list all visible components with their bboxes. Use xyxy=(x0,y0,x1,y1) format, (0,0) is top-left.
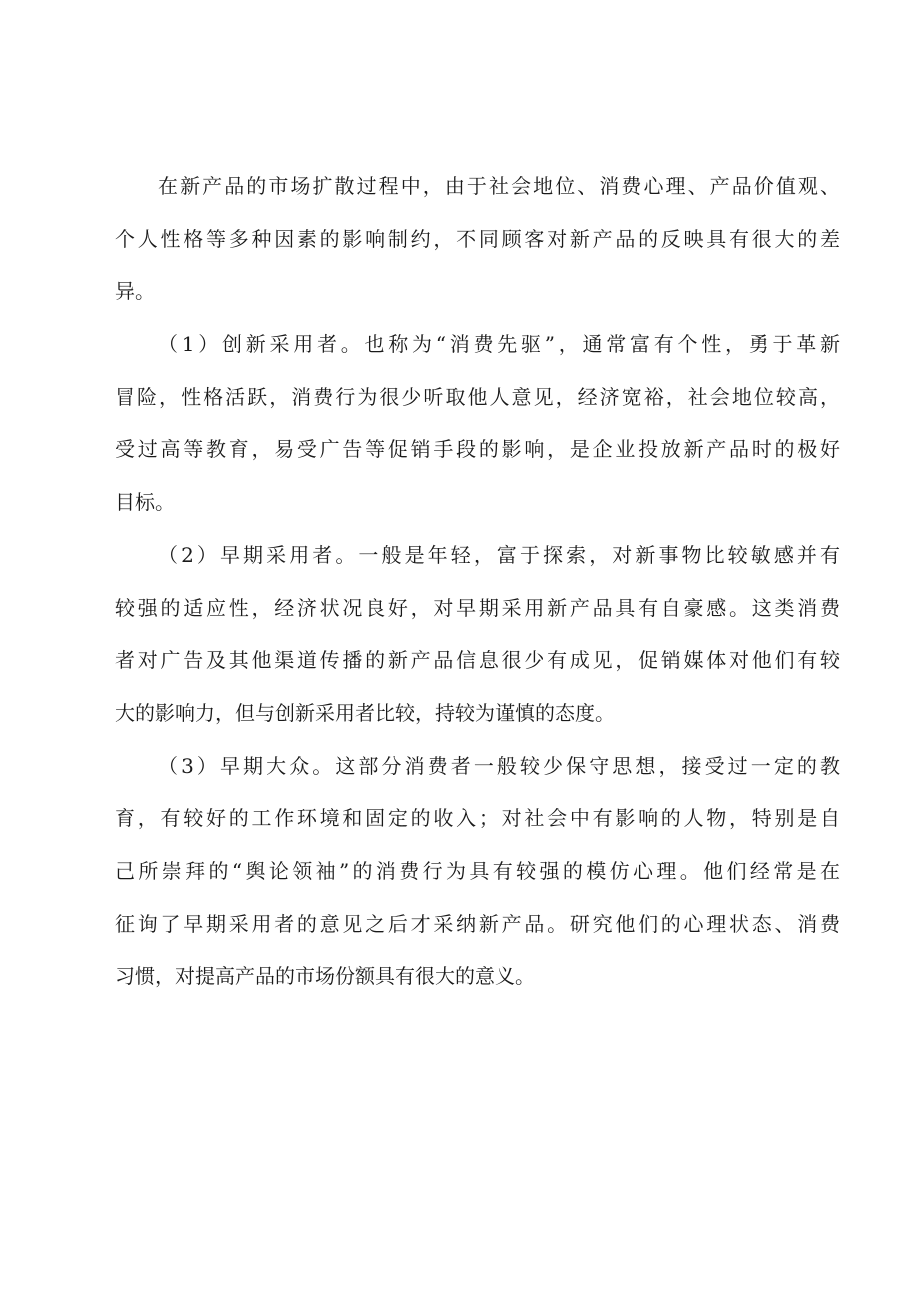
paragraph-early-adopters xyxy=(115,529,840,740)
text-line: 大的影响力，但与创新采用者比较，持较为谨慎的态度。 xyxy=(115,700,615,725)
paragraph-early-majority xyxy=(115,740,840,1003)
text-line: 己所崇拜的“舆论领袖”的消费行为具有较强的模仿心理。他们经常是在 xyxy=(115,858,840,883)
text-line: 在新产品的市场扩散过程中，由于社会地位、消费心理、产品价值观、 xyxy=(158,174,840,198)
text-line: 受过高等教育，易受广告等促销手段的影响，是企业投放新产品时的极好 xyxy=(115,437,840,462)
paragraph-intro xyxy=(115,160,840,318)
text-line: （3）早期大众。这部分消费者一般较少保守思想，接受过一定的教 xyxy=(158,753,840,778)
text-line: 育，有较好的工作环境和固定的收入；对社会中有影响的人物，特别是自 xyxy=(115,806,840,831)
text-line: （2）早期采用者。一般是年轻，富于探索，对新事物比较敏感并有 xyxy=(158,542,840,567)
paragraph-innovators xyxy=(115,318,840,529)
text-line: 较强的适应性，经济状况良好，对早期采用新产品具有自豪感。这类消费 xyxy=(115,595,840,620)
text-line: 冒险，性格活跃，消费行为很少听取他人意见，经济宽裕，社会地位较高， xyxy=(115,384,840,409)
text-line: 者对广告及其他渠道传播的新产品信息很少有成见，促销媒体对他们有较 xyxy=(115,648,840,673)
text-line: 习惯，对提高产品的市场份额具有很大的意义。 xyxy=(115,964,535,989)
text-line: 征询了早期采用者的意见之后才采纳新产品。研究他们的心理状态、消费 xyxy=(115,911,840,936)
text-line: 目标。 xyxy=(115,490,175,515)
text-line: 异。 xyxy=(115,279,155,304)
text-line: （1）创新采用者。也称为“消费先驱”，通常富有个性，勇于革新 xyxy=(158,332,840,357)
text-line: 个人性格等多种因素的影响制约，不同顾客对新产品的反映具有很大的差 xyxy=(115,226,840,251)
document-body xyxy=(115,160,840,1003)
